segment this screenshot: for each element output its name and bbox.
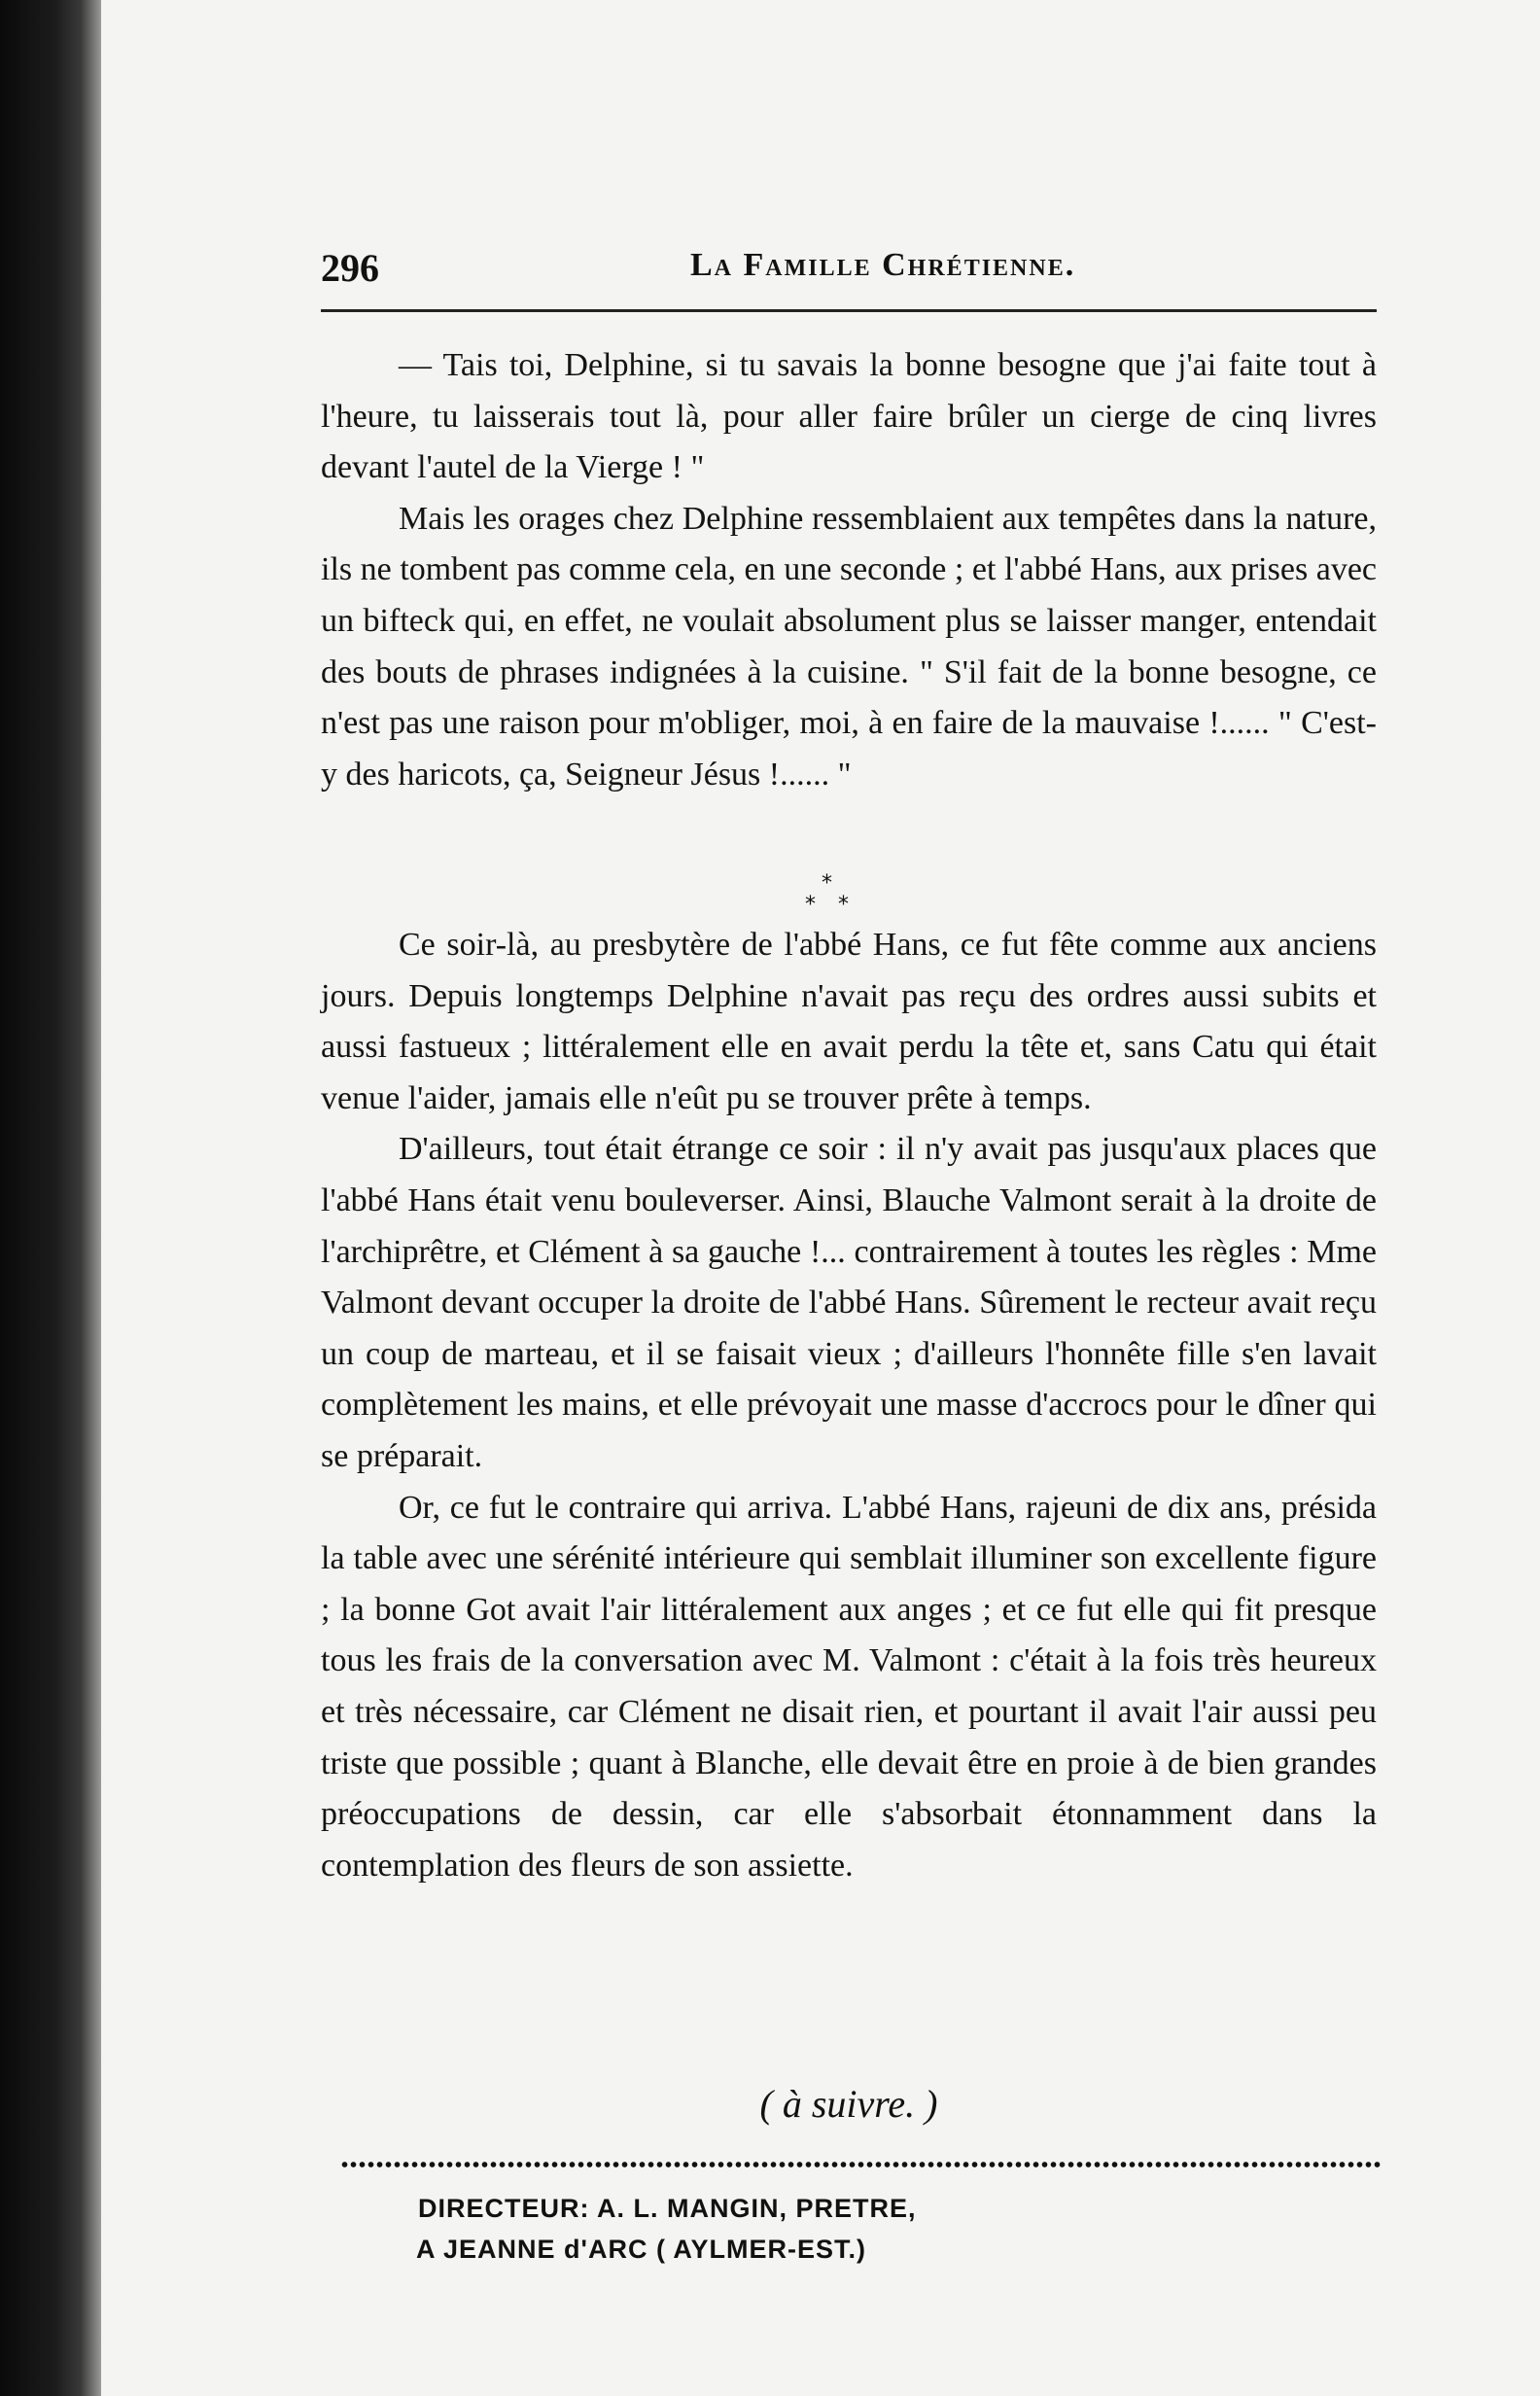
paragraph: Or, ce fut le contraire qui arriva. L'abbé Hans, rajeuni de dix ans, présida la table avec une sérénité intérieure qui semblait illuminer son excellente figure ; la bonne Got avait l'air littéralement aux anges ; et ce fut elle qui fit presque tous les frais de la conversation avec M. Valmont : c'était à la fois très heureux et très nécessaire, car Clément ne disait rien, et pourtant il avait l'air aussi peu triste que possible ; quant à Blanche, elle devait être en proie à de bien grandes préoccupations de dessin, car elle s'absorbait étonnamment dans la contemplation des fleurs de son assiette. [321,1489,1377,1884]
body-text-bottom [321,920,1377,1891]
continuation-note: ( à suivre. ) [759,2082,938,2126]
page-header [321,245,1377,294]
page-number: 296 [321,246,379,290]
body-text-top [321,340,1377,800]
asterisk: * [805,893,816,917]
asterisk: * [822,871,832,896]
paragraph: D'ailleurs, tout était étrange ce soir : il n'y avait pas jusqu'aux places que l'abbé Hans était venu bouleverser. Ainsi, Blauche Valmont serait à la droite de l'archiprêtre, et Clément à sa gauche !... contrairement à toutes les règles : Mme Valmont devant occuper la droite de l'abbé Hans. Sûrement le recteur avait reçu un coup de marteau, et il se faisait vieux ; d'ailleurs l'honnête fille s'en lavait complètement les mains, et elle prévoyait une masse d'accrocs pour le dîner qui se préparait. [321,1131,1377,1474]
paragraph: Mais les orages chez Delphine ressemblaient aux tempêtes dans la nature, ils ne tombent pas comme cela, en une seconde ; et l'abbé Hans, aux prises avec un bifteck qui, en effet, ne voulait absolument plus se laisser manger, entendait des bouts de phrases indignées à la cuisine. " S'il fait de la bonne besogne, ce n'est pas une raison pour m'obliger, moi, à en faire de la mauvaise !...... " C'est-y des haricots, ça, Seigneur Jésus !...... " [321,500,1377,793]
dotted-divider [340,2161,1381,2168]
asterism-section-break [797,871,865,920]
asterisk: * [838,893,849,917]
footer-line-address: A JEANNE d'ARC ( AYLMER-EST.) [416,2235,866,2264]
header-rule [321,309,1377,312]
book-binding-edge [0,0,101,2396]
publisher-footer [418,2188,917,2270]
footer-line-director: DIRECTEUR: A. L. MANGIN, PRETRE, [418,2194,917,2223]
running-title: La Famille Chrétienne. [690,247,1076,283]
paragraph: Ce soir-là, au presbytère de l'abbé Hans, ce fut fête comme aux anciens jours. Depuis longtemps Delphine n'avait pas reçu des ordres aussi subits et aussi fastueux ; littéralement elle en avait perdu la tête et, sans Catu qui était venue l'aider, jamais elle n'eût pu se trouver prête à temps. [321,927,1377,1116]
paragraph: — Tais toi, Delphine, si tu savais la bonne besogne que j'ai faite tout à l'heure, tu laisserais tout là, pour aller faire brûler un cierge de cinq livres devant l'autel de la Vierge ! " [321,347,1377,486]
